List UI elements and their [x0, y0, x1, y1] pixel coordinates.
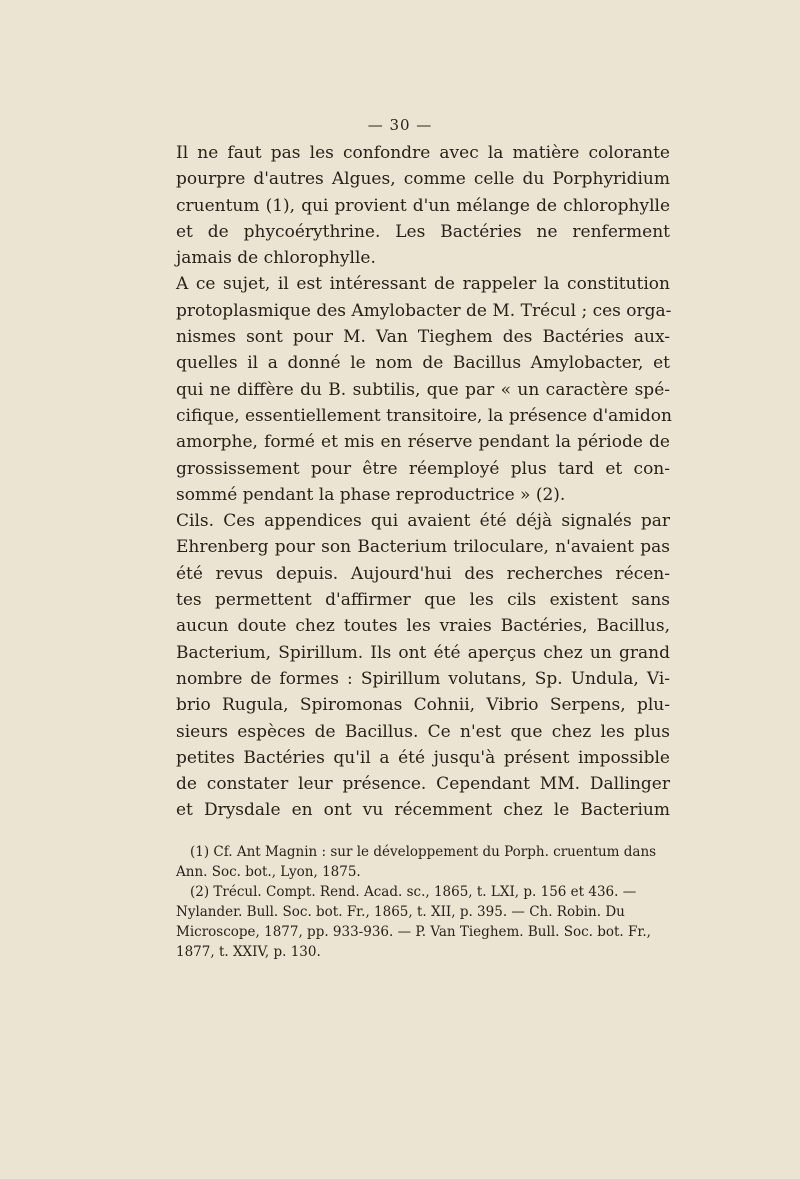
text-line: qui ne diffère du B. subtilis, que par « un caractère spé- — [176, 379, 670, 400]
text-line: et Drysdale en ont vu récemment chez le Bacterium — [176, 800, 670, 821]
text-line: été revus depuis. Aujourd'hui des recherches récen- — [176, 563, 670, 584]
text-line: Bacterium, Spirillum. Ils ont été aperçus chez un grand — [176, 642, 670, 663]
text-line: A ce sujet, il est intéressant de rappeler la constitution — [176, 274, 670, 295]
text-line: sommé pendant la phase reproductrice » (2). — [176, 484, 566, 505]
text-line: Ehrenberg pour son Bacterium triloculare, n'avaient pas — [176, 537, 670, 558]
text-line: petites Bactéries qu'il a été jusqu'à présent impossible — [176, 747, 670, 768]
text-line: pourpre d'autres Algues, comme celle du Porphyridium — [176, 169, 670, 190]
text-line: cifique, essentiellement transitoire, la présence d'amidon — [176, 405, 672, 426]
text-line: nismes sont pour M. Van Tieghem des Bactéries aux- — [176, 327, 670, 348]
footnote-line: Ann. Soc. bot., Lyon, 1875. — [176, 864, 361, 880]
footnotes — [176, 842, 670, 962]
text-line: quelles il a donné le nom de Bacillus Amylobacter, et — [176, 353, 670, 374]
body-text — [176, 140, 670, 824]
text-line: brio Rugula, Spiromonas Cohnii, Vibrio Serpens, plu- — [176, 695, 670, 716]
text-line: tes permettent d'affirmer que les cils existent sans — [176, 590, 670, 611]
page-number: — 30 — — [367, 116, 433, 134]
footnote-line: Microscope, 1877, pp. 933-936. — P. Van Tieghem. Bull. Soc. bot. Fr., — [176, 924, 651, 940]
text-line: aucun doute chez toutes les vraies Bactéries, Bacillus, — [176, 616, 670, 637]
text-line: de constater leur présence. Cependant MM. Dallinger — [176, 774, 670, 795]
text-line: protoplasmique des Amylobacter de M. Trécul ; ces orga- — [176, 300, 672, 321]
footnote-line: Nylander. Bull. Soc. bot. Fr., 1865, t. XII, p. 395. — Ch. Robin. Du — [176, 904, 625, 920]
footnote-line: 1877, t. XXIV, p. 130. — [176, 944, 321, 960]
footnote-line: (2) Trécul. Compt. Rend. Acad. sc., 1865, t. LXI, p. 156 et 436. — — [190, 884, 637, 900]
text-line: Cils. Ces appendices qui avaient été déjà signalés par — [176, 511, 670, 532]
text-line: sieurs espèces de Bacillus. Ce n'est que chez les plus — [176, 721, 670, 742]
text-line: nombre de formes : Spirillum volutans, Sp. Undula, Vi- — [176, 668, 670, 689]
text-line: grossissement pour être réemployé plus tard et con- — [176, 458, 670, 479]
text-line: amorphe, formé et mis en réserve pendant la période de — [176, 432, 670, 453]
text-line: et de phycoérythrine. Les Bactéries ne renferment — [176, 221, 670, 242]
text-line: cruentum (1), qui provient d'un mélange de chlorophylle — [176, 195, 670, 216]
footnote-line: (1) Cf. Ant Magnin : sur le développement du Porph. cruentum dans — [190, 844, 657, 860]
text-line: jamais de chlorophylle. — [176, 248, 376, 269]
text-line: Il ne faut pas les confondre avec la matière colorante — [176, 143, 670, 163]
